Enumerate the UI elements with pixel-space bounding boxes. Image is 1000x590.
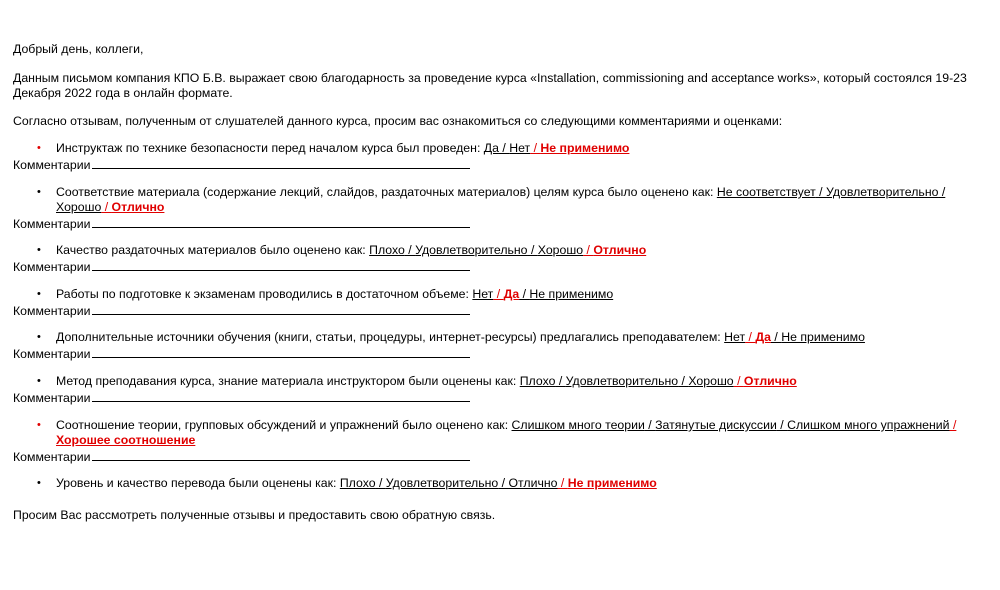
rating-option[interactable]: Удовлетворительно — [385, 476, 499, 490]
option-separator: / — [644, 418, 656, 432]
rating-option[interactable]: Плохо — [339, 476, 376, 490]
comment-input-line[interactable] — [92, 448, 470, 461]
comment-row — [13, 156, 988, 173]
feedback-item — [13, 476, 988, 491]
selected-option[interactable]: Отлично — [743, 374, 797, 388]
rating-option[interactable]: Удовлетворительно — [565, 374, 679, 388]
option-separator: / — [770, 330, 782, 344]
selected-option[interactable]: Отлично — [593, 243, 647, 257]
bullet-icon: • — [37, 477, 41, 489]
option-separator: / — [498, 141, 510, 155]
comments-label: Комментарии — [13, 260, 91, 274]
rating-option[interactable]: Нет — [724, 330, 746, 344]
feedback-question: Метод преподавания курса, знание материала инструктором были оценены как: — [56, 374, 520, 388]
option-separator: / — [404, 243, 416, 257]
feedback-question: Работы по подготовке к экзаменам проводились в достаточном объеме: — [56, 287, 473, 301]
rating-option[interactable]: Слишком много теории — [511, 418, 645, 432]
comment-row — [13, 389, 988, 406]
rating-option[interactable]: Не соответствует — [716, 185, 816, 199]
rating-option[interactable]: Хорошо — [537, 243, 584, 257]
comment-input-line[interactable] — [92, 345, 470, 358]
option-separator: / — [557, 476, 568, 490]
feedback-question-row — [13, 418, 988, 448]
rating-option[interactable]: Плохо — [369, 243, 405, 257]
comments-label: Комментарии — [13, 450, 91, 464]
option-separator: / — [375, 476, 386, 490]
feedback-item — [13, 243, 988, 275]
comments-label: Комментарии — [13, 391, 91, 405]
feedback-question-row — [13, 330, 988, 345]
feedback-question: Уровень и качество перевода были оценены как: — [56, 476, 340, 490]
bullet-icon: • — [37, 375, 41, 387]
bullet-icon: • — [37, 186, 41, 198]
lead-paragraph: Согласно отзывам, полученным от слушателей данного курса, просим вас ознакомиться со следующими комментариями и оценками: — [13, 114, 783, 128]
bullet-icon: • — [37, 331, 41, 343]
feedback-item — [13, 185, 988, 232]
comment-row — [13, 302, 988, 319]
rating-option[interactable]: Удовлетворительно — [415, 243, 528, 257]
comment-input-line[interactable] — [92, 156, 470, 169]
rating-option[interactable]: Плохо — [519, 374, 556, 388]
feedback-question: Инструктаж по технике безопасности перед началом курса был проведен: — [56, 141, 484, 155]
feedback-question-row — [13, 243, 988, 258]
feedback-question: Качество раздаточных материалов было оценено как: — [56, 243, 370, 257]
selected-option[interactable]: Да — [503, 287, 520, 301]
feedback-question-row — [13, 185, 988, 215]
feedback-question-row — [13, 476, 988, 491]
option-separator: / — [733, 374, 744, 388]
comment-input-line[interactable] — [92, 302, 470, 315]
option-separator: / — [498, 476, 509, 490]
option-separator: / — [938, 185, 946, 199]
greeting: Добрый день, коллеги, — [13, 42, 144, 56]
bullet-icon: • — [37, 419, 41, 431]
comments-label: Комментарии — [13, 304, 91, 318]
rating-option[interactable]: Хорошо — [56, 200, 102, 214]
feedback-question-row — [13, 141, 988, 156]
comment-input-line[interactable] — [92, 389, 470, 402]
option-separator: / — [530, 141, 541, 155]
closing-paragraph: Просим Вас рассмотреть полученные отзывы и предоставить свою обратную связь. — [13, 508, 496, 522]
selected-option[interactable]: Да — [755, 330, 771, 344]
option-separator: / — [555, 374, 566, 388]
comment-input-line[interactable] — [92, 215, 470, 228]
comments-label: Комментарии — [13, 158, 91, 172]
option-separator: / — [583, 243, 594, 257]
rating-option[interactable]: Отлично — [508, 476, 558, 490]
bullet-icon: • — [37, 244, 41, 256]
comment-row — [13, 345, 988, 362]
comments-label: Комментарии — [13, 217, 91, 231]
feedback-question-row — [13, 287, 988, 302]
selected-option[interactable]: Не применимо — [567, 476, 657, 490]
feedback-item — [13, 418, 988, 465]
option-separator: / — [493, 287, 504, 301]
feedback-question-row — [13, 374, 988, 389]
rating-option[interactable]: Нет — [509, 141, 531, 155]
bullet-icon: • — [37, 142, 41, 154]
rating-option[interactable]: Затянутые дискуссии — [655, 418, 777, 432]
feedback-item — [13, 330, 988, 362]
selected-option[interactable]: Не применимо — [540, 141, 630, 155]
feedback-item — [13, 141, 988, 173]
option-separator: / — [527, 243, 538, 257]
rating-option[interactable]: Хорошо — [688, 374, 734, 388]
option-separator: / — [745, 330, 756, 344]
comment-row — [13, 215, 988, 232]
feedback-item — [13, 374, 988, 406]
feedback-item — [13, 287, 988, 319]
rating-option[interactable]: Да — [483, 141, 499, 155]
rating-option[interactable]: Слишком много упражнений — [787, 418, 950, 432]
selected-option[interactable]: Хорошее соотношение — [56, 433, 196, 447]
feedback-question: Дополнительные источники обучения (книги, статьи, процедуры, интернет-ресурсы) предлагались преподавателем: — [56, 330, 725, 344]
rating-option[interactable]: Не применимо — [529, 287, 614, 301]
feedback-question: Соотношение теории, групповых обсуждений и упражнений было оценено как: — [56, 418, 512, 432]
rating-option[interactable]: Не применимо — [781, 330, 865, 344]
option-separator: / — [678, 374, 689, 388]
option-separator: / — [101, 200, 112, 214]
option-separator: / — [519, 287, 530, 301]
bullet-icon: • — [37, 288, 41, 300]
rating-option[interactable]: Удовлетворительно — [826, 185, 939, 199]
comment-row — [13, 448, 988, 465]
intro-paragraph: Данным письмом компания КПО Б.В. выражает свою благодарность за проведение курса «Installation, commissioning and acceptance works», который состоялся 19-23 Декабря 2022 года в онлайн формате. — [13, 71, 967, 100]
comments-label: Комментарии — [13, 347, 91, 361]
comment-row — [13, 258, 988, 275]
option-separator: / — [776, 418, 788, 432]
selected-option[interactable]: Отлично — [111, 200, 165, 214]
rating-option[interactable]: Нет — [472, 287, 494, 301]
comment-input-line[interactable] — [92, 258, 470, 271]
option-separator: / — [815, 185, 827, 199]
option-separator: / — [949, 418, 957, 432]
feedback-question: Соответствие материала (содержание лекций, слайдов, раздаточных материалов) целям курса было оценено как: — [56, 185, 717, 199]
